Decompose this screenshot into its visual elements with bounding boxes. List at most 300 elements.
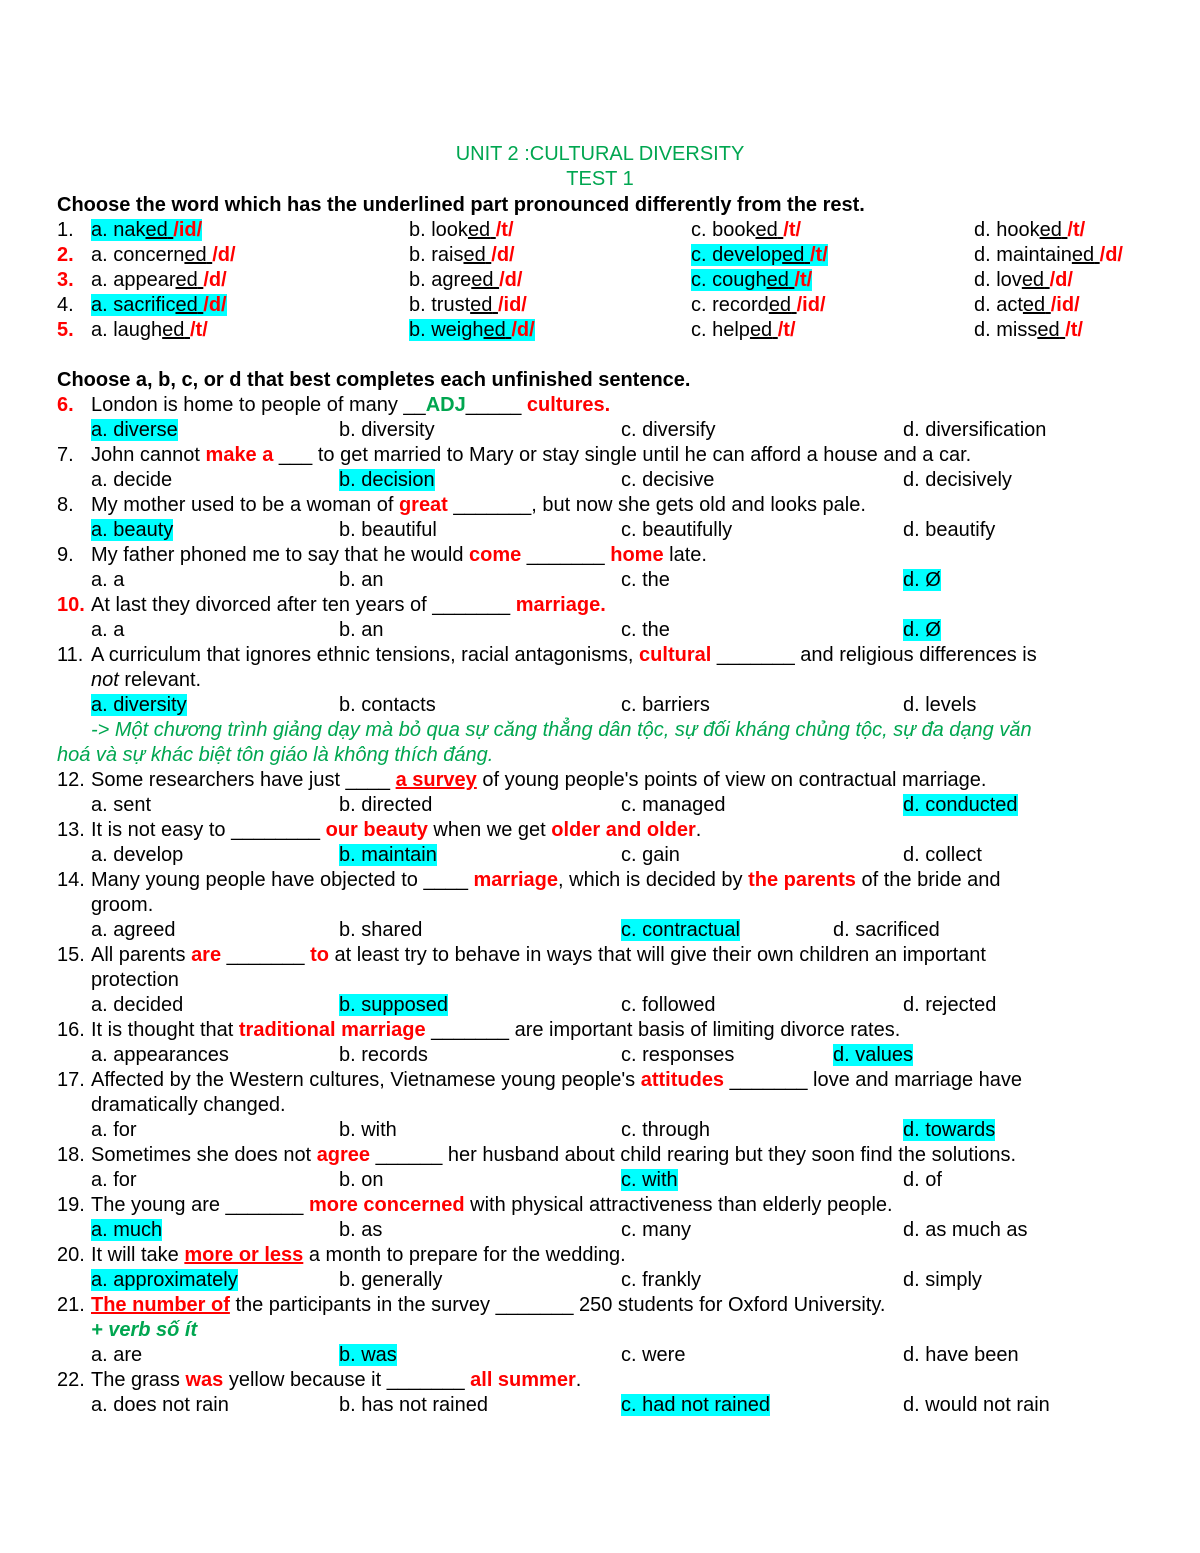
- text-segment: not: [91, 669, 119, 691]
- answer-option: [974, 243, 1123, 267]
- option-label[interactable]: b. on: [339, 1169, 384, 1191]
- option-label[interactable]: c. responses: [621, 1044, 735, 1066]
- text-segment: relevant.: [118, 669, 202, 691]
- question-number: 11.: [57, 644, 84, 666]
- answer-option: [91, 843, 183, 867]
- answer-option: [339, 468, 435, 492]
- option-label[interactable]: c. beautifully: [621, 519, 733, 541]
- option-word[interactable]: [91, 319, 208, 341]
- ipa-symbol: /t/: [783, 219, 802, 241]
- answer-option: [91, 218, 202, 242]
- answer-option: [903, 1218, 1028, 1242]
- option-label[interactable]: d. diversification: [903, 419, 1047, 441]
- text-segment: .: [695, 819, 702, 841]
- text-segment: all summer: [470, 1369, 576, 1391]
- question-text: [91, 1018, 900, 1042]
- underlined-part: ed: [749, 319, 773, 341]
- option-label[interactable]: d. decisively: [903, 469, 1012, 491]
- page-subtitle: TEST 1: [566, 168, 634, 190]
- text-segment: _______ are important basis of limiting divorce rates.: [425, 1019, 901, 1041]
- answer-option: [903, 693, 976, 717]
- text-segment: the parents: [748, 869, 856, 891]
- answer-option: [91, 993, 183, 1017]
- text-segment: The young are _______: [91, 1194, 309, 1216]
- text-segment: My father phoned me to say that he would: [91, 544, 469, 566]
- answer-option: [621, 1218, 691, 1242]
- question-number: 3.: [57, 269, 74, 291]
- option-label[interactable]: b. has not rained: [339, 1394, 488, 1416]
- option-label[interactable]: b. an: [339, 619, 384, 641]
- option-label[interactable]: b. generally: [339, 1269, 443, 1291]
- option-prefix: a. laugh: [91, 319, 163, 341]
- option-word[interactable]: [974, 244, 1123, 266]
- answer-option: [91, 618, 124, 642]
- answer-option: [621, 468, 714, 492]
- text-segment: come: [469, 544, 522, 566]
- answer-option: [903, 1343, 1019, 1367]
- option-label[interactable]: d. values: [833, 1044, 914, 1066]
- answer-option: [91, 318, 208, 342]
- answer-option: [621, 1393, 770, 1417]
- underlined-part: ed: [768, 294, 792, 316]
- option-label[interactable]: c. the: [621, 569, 670, 591]
- option-label[interactable]: b. was: [339, 1344, 397, 1366]
- question-text: [91, 643, 1037, 667]
- option-label[interactable]: c. diversify: [621, 419, 716, 441]
- option-label[interactable]: d. sacrificed: [833, 919, 940, 941]
- question-text: [91, 1093, 286, 1117]
- answer-option: [903, 468, 1012, 492]
- underlined-part: ed: [1021, 269, 1045, 291]
- section-instruction: Choose the word which has the underlined part pronounced differently from the rest.: [57, 194, 865, 216]
- answer-option: [691, 218, 801, 242]
- answer-option: [339, 1343, 397, 1367]
- question-number: 19.: [57, 1194, 85, 1216]
- option-word[interactable]: [974, 269, 1073, 291]
- option-prefix: d. maintain: [974, 244, 1072, 266]
- answer-option: [409, 243, 515, 267]
- ipa-symbol: /id/: [796, 294, 826, 316]
- option-label[interactable]: b. decision: [339, 469, 435, 491]
- answer-option: [91, 1118, 137, 1142]
- option-label[interactable]: d. collect: [903, 844, 982, 866]
- ipa-symbol: /d/: [1049, 269, 1073, 291]
- text-segment: home: [610, 544, 664, 566]
- question-number: 10.: [57, 594, 85, 616]
- answer-option: [621, 1343, 685, 1367]
- text-segment: yellow because it _______: [223, 1369, 471, 1391]
- option-label[interactable]: d. beautify: [903, 519, 996, 541]
- text-segment: the participants in the survey _______ 250 students for Oxford University.: [229, 1294, 886, 1316]
- text-segment: _______: [521, 544, 611, 566]
- answer-option: [91, 693, 187, 717]
- option-label[interactable]: a. diverse: [91, 419, 178, 441]
- question-text: [91, 1193, 893, 1217]
- option-word[interactable]: [91, 219, 202, 241]
- option-label[interactable]: c. many: [621, 1219, 692, 1241]
- option-word[interactable]: [91, 244, 236, 266]
- text-segment: at least try to behave in ways that will give their own children an important: [328, 944, 986, 966]
- option-word[interactable]: [691, 294, 826, 316]
- question-text: [91, 768, 986, 792]
- text-segment: attitudes: [640, 1069, 725, 1091]
- answer-option: [903, 793, 1018, 817]
- option-label[interactable]: b. with: [339, 1119, 397, 1141]
- underlined-part: ed: [471, 269, 494, 291]
- underlined-part: ed: [145, 219, 168, 241]
- option-label[interactable]: b. records: [339, 1044, 428, 1066]
- text-segment: more or less: [184, 1244, 304, 1266]
- text-segment: It will take: [91, 1244, 185, 1266]
- option-label[interactable]: a. for: [91, 1119, 137, 1141]
- answer-option: [91, 1268, 238, 1292]
- answer-option: [621, 1043, 734, 1067]
- text-segment: great: [398, 494, 448, 516]
- answer-option: [91, 918, 176, 942]
- answer-option: [621, 418, 715, 442]
- text-segment: .: [575, 1369, 582, 1391]
- ipa-symbol: /d/: [203, 294, 227, 316]
- answer-option: [621, 918, 740, 942]
- option-word[interactable]: [409, 244, 515, 266]
- ipa-symbol: /t/: [189, 319, 208, 341]
- option-label[interactable]: d. of: [903, 1169, 942, 1191]
- option-label[interactable]: c. followed: [621, 994, 716, 1016]
- text-segment: to: [310, 944, 329, 966]
- option-label[interactable]: a. sent: [91, 794, 152, 816]
- text-segment: was: [185, 1369, 224, 1391]
- option-label[interactable]: d. conducted: [903, 794, 1018, 816]
- option-prefix: c. cough: [691, 269, 767, 291]
- option-label[interactable]: b. supposed: [339, 994, 448, 1016]
- text-segment: a survey: [395, 769, 477, 791]
- text-segment: our beauty: [325, 819, 428, 841]
- option-label[interactable]: c. with: [621, 1169, 678, 1191]
- answer-option: [621, 1118, 710, 1142]
- question-number: 13.: [57, 819, 85, 841]
- option-label[interactable]: a. decide: [91, 469, 173, 491]
- option-label[interactable]: d. simply: [903, 1269, 982, 1291]
- answer-option: [691, 318, 796, 342]
- option-label[interactable]: d. would not rain: [903, 1394, 1050, 1416]
- text-segment: marriage.: [515, 594, 606, 616]
- option-label[interactable]: a. a: [91, 569, 125, 591]
- text-segment: London is home to people of many __: [91, 394, 426, 416]
- option-label[interactable]: d. as much as: [903, 1219, 1028, 1241]
- question-text: [91, 443, 971, 467]
- underlined-part: ed: [175, 294, 198, 316]
- answer-option: [903, 568, 941, 592]
- question-text: [91, 493, 866, 517]
- text-segment: Many young people have objected to ____: [91, 869, 474, 891]
- option-word[interactable]: [409, 219, 514, 241]
- option-prefix: c. record: [691, 294, 769, 316]
- text-segment: are: [191, 944, 222, 966]
- option-label[interactable]: c. gain: [621, 844, 680, 866]
- text-segment: with physical attractiveness than elderly people.: [464, 1194, 893, 1216]
- underlined-part: ed: [782, 244, 805, 266]
- answer-option: [903, 1118, 995, 1142]
- ipa-symbol: /d/: [499, 269, 523, 291]
- question-text: [91, 943, 986, 967]
- answer-option: [621, 1268, 701, 1292]
- answer-option: [691, 268, 812, 292]
- underlined-part: ed: [463, 244, 486, 266]
- underlined-part: ed: [483, 319, 506, 341]
- option-label[interactable]: a. a: [91, 619, 125, 641]
- ipa-symbol: /t/: [794, 269, 813, 291]
- option-prefix: b. trust: [409, 294, 471, 316]
- question-text: [91, 1068, 1022, 1092]
- answer-option: [91, 1168, 137, 1192]
- text-segment: _______ and religious differences is: [711, 644, 1037, 666]
- translation-note: hoá và sự khác biệt tôn giáo là không thích đáng.: [57, 744, 494, 766]
- question-number: 1.: [57, 219, 74, 241]
- question-number: 20.: [57, 1244, 85, 1266]
- question-text: [91, 968, 179, 992]
- option-label[interactable]: d. levels: [903, 694, 977, 716]
- underlined-part: ed: [162, 319, 185, 341]
- ipa-symbol: /id/: [1050, 294, 1080, 316]
- option-prefix: d. act: [974, 294, 1023, 316]
- option-label[interactable]: d. towards: [903, 1119, 996, 1141]
- underlined-part: ed: [755, 219, 778, 241]
- option-label[interactable]: d. have been: [903, 1344, 1019, 1366]
- option-prefix: b. look: [409, 219, 468, 241]
- text-segment: more concerned: [308, 1194, 465, 1216]
- text-segment: My mother used to be a woman of: [91, 494, 399, 516]
- text-segment: Sometimes she does not: [91, 1144, 317, 1166]
- question-text: [91, 818, 701, 842]
- answer-option: [91, 468, 172, 492]
- question-text: [91, 393, 610, 417]
- text-segment: It is not easy to ________: [91, 819, 326, 841]
- underlined-part: ed: [470, 294, 493, 316]
- question-text: [91, 1243, 626, 1267]
- text-segment: protection: [91, 969, 179, 991]
- page-title: UNIT 2 :CULTURAL DIVERSITY: [455, 143, 745, 165]
- answer-option: [91, 418, 178, 442]
- text-segment: when we get: [427, 819, 552, 841]
- text-segment: At last they divorced after ten years of _______: [91, 594, 516, 616]
- question-number: 12.: [57, 769, 85, 791]
- answer-option: [974, 318, 1083, 342]
- option-word[interactable]: [974, 319, 1083, 341]
- answer-option: [903, 518, 995, 542]
- text-segment: of the bride and: [855, 869, 1001, 891]
- text-segment: late.: [663, 544, 707, 566]
- answer-option: [903, 418, 1046, 442]
- option-word[interactable]: [409, 319, 535, 341]
- option-prefix: b. rais: [409, 244, 464, 266]
- option-label[interactable]: a. appearances: [91, 1044, 229, 1066]
- answer-option: [903, 1168, 942, 1192]
- section-instruction: Choose a, b, c, or d that best completes each unfinished sentence.: [57, 369, 691, 391]
- option-label[interactable]: d. Ø: [903, 569, 941, 591]
- option-label[interactable]: a. decided: [91, 994, 184, 1016]
- option-word[interactable]: [974, 294, 1080, 316]
- option-label[interactable]: b. maintain: [339, 844, 437, 866]
- option-label[interactable]: a. agreed: [91, 919, 176, 941]
- answer-option: [621, 993, 716, 1017]
- option-prefix: d. hook: [974, 219, 1040, 241]
- answer-option: [339, 568, 383, 592]
- option-label[interactable]: a. develop: [91, 844, 184, 866]
- option-label[interactable]: a. for: [91, 1169, 137, 1191]
- answer-option: [974, 218, 1085, 242]
- question-number: 16.: [57, 1019, 85, 1041]
- text-segment: Some researchers have just ____: [91, 769, 396, 791]
- text-segment: , which is decided by: [558, 869, 749, 891]
- answer-option: [409, 318, 535, 342]
- answer-option: [621, 618, 670, 642]
- answer-option: [903, 1268, 982, 1292]
- text-segment: The number of: [91, 1294, 230, 1316]
- ipa-symbol: /t/: [1067, 219, 1086, 241]
- question-number: 2.: [57, 244, 74, 266]
- ipa-symbol: /id/: [497, 294, 527, 316]
- answer-option: [409, 268, 522, 292]
- ipa-symbol: /d/: [203, 269, 227, 291]
- option-prefix: a. sacrific: [91, 294, 176, 316]
- answer-option: [91, 268, 227, 292]
- option-label[interactable]: b. an: [339, 569, 384, 591]
- answer-option: [833, 1043, 913, 1067]
- question-number: 5.: [57, 319, 74, 341]
- option-label[interactable]: c. through: [621, 1119, 710, 1141]
- answer-option: [903, 618, 941, 642]
- text-segment: marriage: [473, 869, 559, 891]
- question-number: 7.: [57, 444, 74, 466]
- option-label[interactable]: b. beautiful: [339, 519, 437, 541]
- option-word[interactable]: [691, 219, 801, 241]
- option-word[interactable]: [409, 294, 527, 316]
- answer-option: [339, 1043, 428, 1067]
- option-prefix: d. miss: [974, 319, 1038, 341]
- option-label[interactable]: a. much: [91, 1219, 163, 1241]
- underlined-part: ed: [1039, 219, 1062, 241]
- text-segment: ___ to get married to Mary or stay single until he can afford a house and a car.: [273, 444, 972, 466]
- answer-option: [903, 993, 996, 1017]
- answer-option: [91, 293, 227, 317]
- option-label[interactable]: b. diversity: [339, 419, 435, 441]
- option-label[interactable]: b. contacts: [339, 694, 436, 716]
- text-segment: make a: [205, 444, 274, 466]
- text-segment: ADJ: [425, 394, 466, 416]
- answer-option: [339, 418, 435, 442]
- answer-option: [339, 843, 437, 867]
- question-number: 4.: [57, 294, 74, 316]
- question-number: 15.: [57, 944, 85, 966]
- answer-option: [339, 518, 437, 542]
- question-text: [91, 543, 707, 567]
- option-label[interactable]: b. as: [339, 1219, 383, 1241]
- answer-option: [339, 618, 383, 642]
- option-label[interactable]: c. had not rained: [621, 1394, 770, 1416]
- underlined-part: ed: [175, 269, 198, 291]
- option-word[interactable]: [409, 269, 522, 291]
- option-label[interactable]: c. decisive: [621, 469, 715, 491]
- answer-option: [91, 243, 236, 267]
- answer-option: [621, 793, 726, 817]
- option-label[interactable]: a. are: [91, 1344, 143, 1366]
- option-word[interactable]: [691, 269, 812, 291]
- option-label[interactable]: c. managed: [621, 794, 726, 816]
- option-word[interactable]: [91, 269, 227, 291]
- answer-option: [339, 1393, 488, 1417]
- option-label[interactable]: a. beauty: [91, 519, 174, 541]
- answer-option: [409, 218, 514, 242]
- text-segment: groom.: [91, 894, 154, 916]
- text-segment: agree: [316, 1144, 371, 1166]
- text-segment: John cannot: [91, 444, 206, 466]
- ipa-symbol: /d/: [1099, 244, 1123, 266]
- option-label[interactable]: c. the: [621, 619, 670, 641]
- question-number: 9.: [57, 544, 74, 566]
- option-label[interactable]: c. barriers: [621, 694, 710, 716]
- translation-note: -> Một chương trình giảng dạy mà bỏ qua sự căng thẳng dân tộc, sự đối kháng chủng tộc, sự đa dạng văn: [91, 719, 1032, 741]
- ipa-symbol: /d/: [491, 244, 515, 266]
- text-segment: older and older: [551, 819, 696, 841]
- answer-option: [974, 268, 1073, 292]
- text-segment: + verb số ít: [91, 1319, 198, 1341]
- answer-option: [91, 1218, 162, 1242]
- text-segment: It is thought that: [91, 1019, 239, 1041]
- answer-option: [339, 1118, 397, 1142]
- option-word[interactable]: [691, 319, 796, 341]
- text-segment: _______: [221, 944, 311, 966]
- option-label[interactable]: c. were: [621, 1344, 686, 1366]
- answer-option: [339, 1168, 383, 1192]
- option-word[interactable]: [691, 244, 828, 266]
- ipa-symbol: /t/: [495, 219, 514, 241]
- option-label[interactable]: a. diversity: [91, 694, 187, 716]
- option-label[interactable]: d. Ø: [903, 619, 941, 641]
- option-label[interactable]: a. approximately: [91, 1269, 238, 1291]
- option-label[interactable]: b. directed: [339, 794, 433, 816]
- option-label[interactable]: c. frankly: [621, 1269, 702, 1291]
- option-label[interactable]: d. rejected: [903, 994, 997, 1016]
- answer-option: [91, 568, 124, 592]
- option-prefix: c. develop: [691, 244, 783, 266]
- underlined-part: ed: [766, 269, 789, 291]
- option-label[interactable]: a. does not rain: [91, 1394, 229, 1416]
- text-segment: Affected by the Western cultures, Vietnamese young people's: [91, 1069, 641, 1091]
- answer-option: [974, 293, 1080, 317]
- option-word[interactable]: [974, 219, 1085, 241]
- underlined-part: ed: [1071, 244, 1095, 266]
- option-word[interactable]: [91, 294, 227, 316]
- text-segment: of young people's points of view on contractual marriage.: [476, 769, 987, 791]
- question-text: [91, 668, 201, 692]
- option-label[interactable]: b. shared: [339, 919, 423, 941]
- question-text: [91, 1293, 885, 1317]
- text-segment: dramatically changed.: [91, 1094, 286, 1116]
- answer-option: [903, 1393, 1050, 1417]
- ipa-symbol: /t/: [777, 319, 796, 341]
- question-text: [91, 893, 153, 917]
- option-label[interactable]: c. contractual: [621, 919, 740, 941]
- answer-option: [621, 1168, 678, 1192]
- question-number: 22.: [57, 1369, 85, 1391]
- text-segment: cultural: [639, 644, 712, 666]
- answer-option: [91, 1393, 229, 1417]
- question-text: [91, 1143, 1016, 1167]
- answer-option: [91, 1043, 229, 1067]
- answer-option: [339, 693, 436, 717]
- answer-option: [691, 243, 828, 267]
- option-prefix: d. lov: [974, 269, 1022, 291]
